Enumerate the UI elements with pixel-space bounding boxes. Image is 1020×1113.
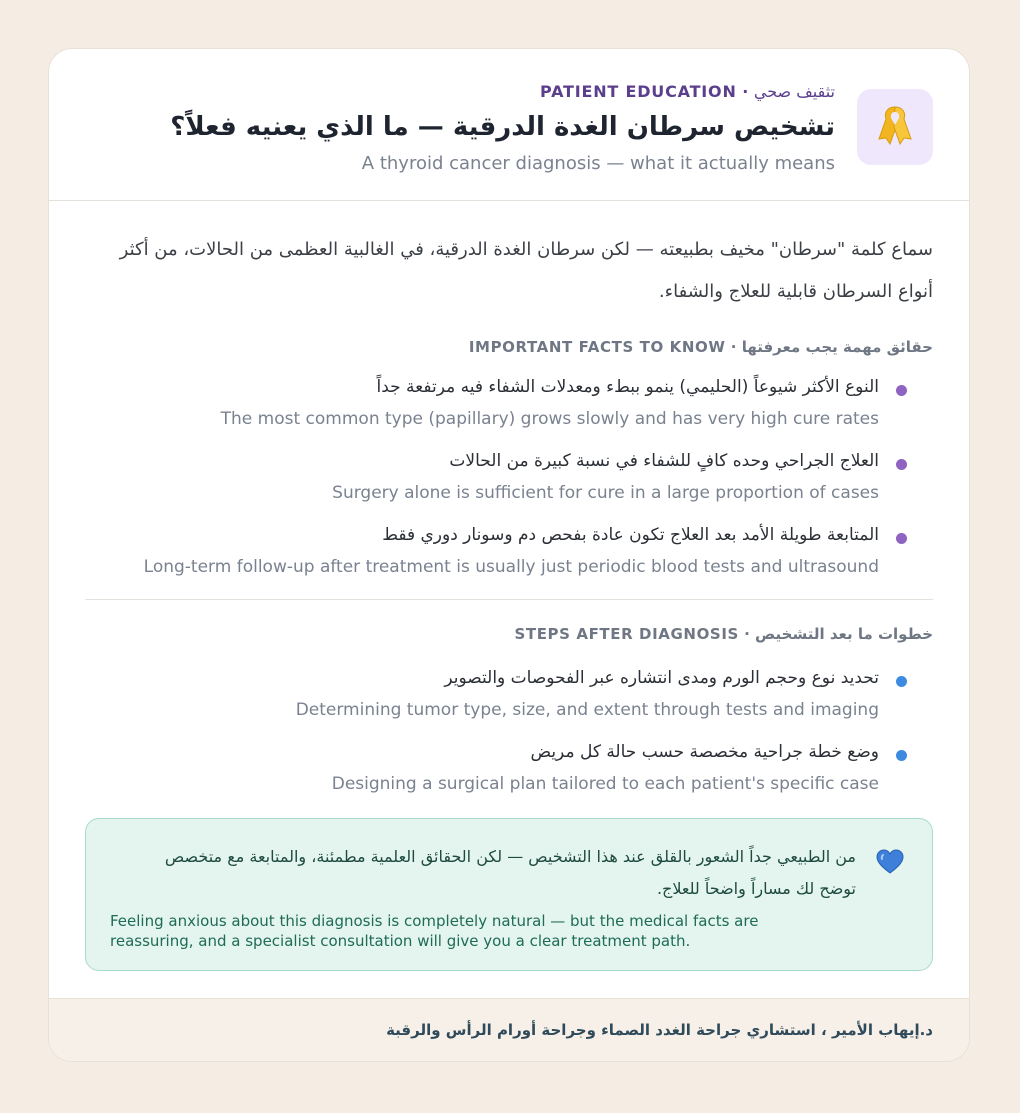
fact-en: Surgery alone is sufficient for cure in a large proportion of cases <box>332 483 879 503</box>
steps-list <box>85 660 933 798</box>
step-ar: وضع خطة جراحية مخصصة حسب حالة كل مريض <box>530 742 879 762</box>
eyebrow-separator: · <box>742 82 749 101</box>
card-header <box>49 49 969 201</box>
facts-list <box>85 369 933 581</box>
bullet-dot <box>896 676 907 687</box>
section-divider <box>85 599 933 600</box>
bullet-dot <box>896 459 907 470</box>
page-title-ar: تشخيص سرطان الغدة الدرقية — ما الذي يعنيه فعلاً؟ <box>170 112 835 142</box>
list-item <box>85 734 907 798</box>
ribbon-badge <box>857 89 933 165</box>
step-en: Determining tumor type, size, and extent through tests and imaging <box>295 700 879 720</box>
blue-heart-icon <box>876 849 904 879</box>
fact-en: Long-term follow-up after treatment is usually just periodic blood tests and ultrasound <box>143 557 879 577</box>
bullet-dot <box>896 750 907 761</box>
eyebrow-ar: تثقيف صحي <box>753 82 835 101</box>
eyebrow <box>115 79 835 105</box>
fact-ar: العلاج الجراحي وحده كافٍ للشفاء في نسبة كبيرة من الحالات <box>449 451 879 471</box>
fact-ar: المتابعة طويلة الأمد بعد العلاج تكون عادة بفحص دم وسونار دوري فقط <box>382 525 879 545</box>
bullet-dot <box>896 533 907 544</box>
facts-section-label: حقائق مهمة يجب معرفتها · IMPORTANT FACTS TO KNOW <box>468 338 933 356</box>
eyebrow-en: PATIENT EDUCATION <box>540 82 737 101</box>
step-en: Designing a surgical plan tailored to each patient's specific case <box>331 774 879 794</box>
step-ar: تحديد نوع وحجم الورم ومدى انتشاره عبر الفحوصات والتصوير <box>444 668 879 688</box>
bullet-dot <box>896 385 907 396</box>
callout-text-en: Feeling anxious about this diagnosis is completely natural — but the medical facts are reassuring, and a specialist consultation will give you a clear treatment path. <box>110 912 759 950</box>
education-card <box>48 48 970 1062</box>
fact-en: The most common type (papillary) grows slowly and has very high cure rates <box>220 409 879 429</box>
fact-ar: النوع الأكثر شيوعاً (الحليمي) ينمو ببطء ومعدلات الشفاء فيه مرتفعة جداً <box>376 377 879 397</box>
page-title-en: A thyroid cancer diagnosis — what it actually means <box>361 153 835 174</box>
card-footer <box>49 998 969 1061</box>
intro-paragraph: سماع كلمة "سرطان" مخيف بطبيعته — لكن سرطان الغدة الدرقية، في الغالبية العظمى من الحالات، من أكثر أنواع السرطان قابلية للعلاج والشفاء. <box>119 239 933 302</box>
reassurance-callout <box>85 818 933 971</box>
list-item <box>85 517 907 581</box>
list-item <box>85 660 907 724</box>
header-text <box>115 79 835 179</box>
card-body <box>49 229 969 971</box>
list-item <box>85 369 907 433</box>
author-credit: د.إيهاب الأمير ، استشاري جراحة الغدد الصماء وجراحة أورام الرأس والرقبة <box>386 1021 933 1039</box>
list-item <box>85 443 907 507</box>
steps-section-label: خطوات ما بعد التشخيص · STEPS AFTER DIAGNOSIS <box>514 625 933 643</box>
awareness-ribbon-icon <box>875 103 915 151</box>
callout-text-ar: من الطبيعي جداً الشعور بالقلق عند هذا التشخيص — لكن الحقائق العلمية مطمئنة، والمتابعة مع متخصص توضح لك مساراً واضحاً للعلاج. <box>164 847 856 898</box>
